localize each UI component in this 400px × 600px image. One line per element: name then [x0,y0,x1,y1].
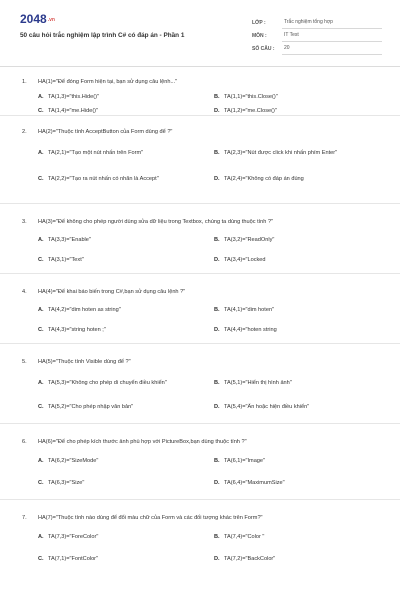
option-text: TA(4,1)="dim hoten" [224,307,275,313]
answer-option[interactable] [214,166,386,192]
option-text: TA(2,1)="Tạo một nút nhấn trên Form" [48,150,144,156]
answer-option[interactable] [214,450,386,472]
option-letter: B. [214,534,220,540]
option-letter: D. [214,556,220,562]
question-number: 4. [22,289,27,295]
option-letter: C. [38,480,44,486]
option-text: TA(3,4)="Locked [224,257,266,263]
question-text: HA(5)="Thuộc tính Visible dùng để ?" [38,359,131,365]
option-letter: C. [38,108,44,114]
document-header [0,0,400,67]
option-text: TA(5,1)="Hiển thị hình ảnh" [224,380,292,386]
option-letter: D. [214,327,220,333]
option-letter: B. [214,458,220,464]
answer-option[interactable] [38,90,210,104]
answer-option[interactable] [214,396,386,418]
question-item [0,424,400,500]
question-text: HA(3)="Để không cho phép người dùng sửa dữ liệu trong Textbox, chúng ta dùng thuộc tính ?" [38,219,274,225]
option-letter: A. [38,150,44,156]
answer-option[interactable] [214,104,386,118]
question-number: 6. [22,439,27,445]
question-item [0,344,400,424]
option-text: TA(2,2)="Tạo ra nút nhấn có nhãn là Accept" [48,176,159,182]
answer-option[interactable] [214,300,386,320]
answer-option[interactable] [38,300,210,320]
answer-option[interactable] [38,104,210,118]
meta-label: SỐ CÂU : [252,45,275,52]
answer-option[interactable] [38,526,210,548]
answer-option[interactable] [38,320,210,340]
question-text: HA(1)="Để đóng Form hiện tại, bạn sử dụng câu lệnh..." [38,79,178,85]
option-text: TA(1,4)="me.Hide()" [48,108,99,114]
option-text: TA(6,2)="SizeMode" [48,458,99,464]
option-letter: C. [38,176,44,182]
option-text: TA(1,2)="me.Close()" [224,108,277,114]
option-letter: D. [214,108,220,114]
option-letter: A. [38,237,44,243]
answer-option[interactable] [214,90,386,104]
answer-option[interactable] [214,548,386,570]
answer-option[interactable] [38,230,210,250]
option-text: TA(6,4)="MaximumSize" [224,480,285,486]
answer-option[interactable] [214,140,386,166]
meta-label: MÔN : [252,32,267,39]
answer-option[interactable] [214,370,386,396]
question-text: HA(6)="Để cho phép kích thước ảnh phù hợp với PictureBox,bạn dùng thuộc tính ?" [38,439,247,445]
option-text: TA(7,1)="FontColor" [48,556,99,562]
meta-info [252,16,382,55]
answer-option[interactable] [38,396,210,418]
option-text: TA(4,2)="dim hoten as string" [48,307,121,313]
answer-option[interactable] [38,472,210,494]
question-item [0,274,400,344]
question-number: 3. [22,219,27,225]
question-list [0,66,400,568]
answer-option[interactable] [38,166,210,192]
answer-option[interactable] [214,472,386,494]
logo-text: 2048 [20,12,47,26]
site-logo[interactable] [20,12,55,26]
option-text: TA(3,1)="Text" [48,257,84,263]
option-text: TA(7,4)="Color " [224,534,265,540]
meta-value: IT Test [282,30,382,42]
option-text: TA(6,1)="Image" [224,458,266,464]
option-letter: D. [214,404,220,410]
meta-row-class [252,16,382,29]
question-item [0,204,400,274]
option-letter: A. [38,458,44,464]
option-letter: C. [38,556,44,562]
option-letter: B. [214,150,220,156]
meta-row-count [252,42,382,55]
question-text: HA(4)="Để khai báo biến trong C#,bạn sử dụng câu lệnh ?" [38,289,186,295]
option-text: TA(6,3)="Size" [48,480,85,486]
option-text: TA(1,3)="this.Hide()" [48,94,99,100]
question-text: HA(2)="Thuộc tính AcceptButton của Form dùng để ?" [38,129,173,135]
question-item [0,116,400,204]
page-title: 50 câu hỏi trắc nghiệm lập trình C# có đáp án - Phần 1 [20,32,185,39]
option-text: TA(3,2)="ReadOnly" [224,237,275,243]
option-letter: B. [214,94,220,100]
answer-option[interactable] [38,370,210,396]
answer-option[interactable] [214,250,386,270]
answer-option[interactable] [38,250,210,270]
option-text: TA(5,4)="Ẩn hoặc hiện điều khiển" [224,404,310,410]
option-letter: B. [214,307,220,313]
option-letter: D. [214,257,220,263]
option-letter: C. [38,257,44,263]
question-number: 7. [22,515,27,521]
option-letter: A. [38,94,44,100]
meta-value: 20 [282,43,382,55]
option-letter: A. [38,380,44,386]
meta-row-subject [252,29,382,42]
option-letter: A. [38,307,44,313]
question-number: 2. [22,129,27,135]
meta-label: LỚP : [252,19,266,26]
question-item [0,66,400,116]
option-letter: C. [38,404,44,410]
option-text: TA(2,3)="Nút được click khi nhấn phím Enter" [224,150,338,156]
option-letter: D. [214,480,220,486]
option-text: TA(5,2)="Cho phép nhập văn bản" [48,404,134,410]
option-text: TA(2,4)="Không có đáp án đúng [224,176,304,182]
option-text: TA(7,3)="ForeColor" [48,534,99,540]
option-text: TA(3,3)="Enable" [48,237,91,243]
answer-option[interactable] [214,230,386,250]
option-letter: B. [214,237,220,243]
option-text: TA(7,2)="BackColor" [224,556,276,562]
meta-value: Trắc nghiệm tổng hợp [282,17,382,29]
option-text: TA(1,1)="this.Close()" [224,94,278,100]
question-text: HA(7)="Thuộc tính nào dùng để đổi màu chữ của Form và các đối tượng khác trên Form?" [38,515,263,521]
option-letter: A. [38,534,44,540]
logo-suffix: .vn [47,16,55,23]
answer-option[interactable] [38,140,210,166]
option-letter: C. [38,327,44,333]
answer-option[interactable] [214,526,386,548]
option-text: TA(4,4)="hoten string [224,327,277,333]
option-text: TA(4,3)="string hoten ;" [48,327,106,333]
question-number: 1. [22,79,27,85]
question-number: 5. [22,359,27,365]
option-letter: D. [214,176,220,182]
answer-option[interactable] [38,548,210,570]
answer-option[interactable] [214,320,386,340]
option-letter: B. [214,380,220,386]
question-item [0,500,400,568]
option-text: TA(5,3)="Không cho phép di chuyển điều khiển" [48,380,167,386]
answer-option[interactable] [38,450,210,472]
